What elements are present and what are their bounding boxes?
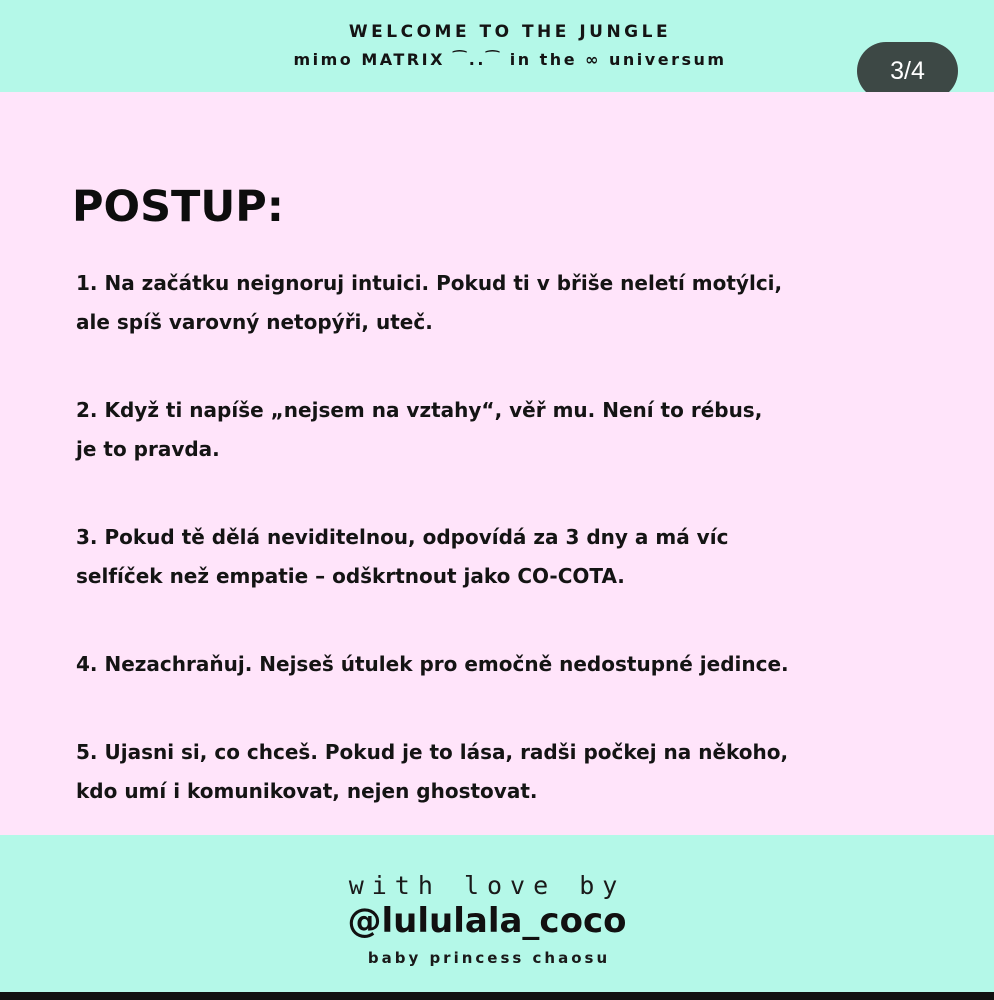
- step-4: [76, 645, 956, 684]
- bottom-edge-bar: [0, 992, 994, 1000]
- step-3-line-2: selfíček než empatie – odškrtnout jako CO-COTA.: [76, 564, 625, 588]
- page-indicator-badge: 3/4: [857, 42, 958, 100]
- step-1-line-2: ale spíš varovný netopýři, uteč.: [76, 310, 433, 334]
- step-5: [76, 733, 956, 811]
- step-2: [76, 391, 956, 469]
- step-2-line-1: 2. Když ti napíše „nejsem na vztahy“, věř mu. Není to rébus,: [76, 398, 763, 422]
- step-5-line-1: 5. Ujasni si, co chceš. Pokud je to lása, radši počkej na někoho,: [76, 740, 789, 764]
- step-2-line-2: je to pravda.: [76, 437, 220, 461]
- author-handle[interactable]: @lululala_coco: [347, 901, 627, 941]
- content-panel: [0, 92, 994, 835]
- header-subtitle: mimo MATRIX ⁀..⁀ in the ∞ universum: [293, 50, 727, 69]
- step-5-line-2: kdo umí i komunikovat, nejen ghostovat.: [76, 779, 538, 803]
- step-1-line-1: 1. Na začátku neignoruj intuici. Pokud ti v břiše neletí motýlci,: [76, 271, 783, 295]
- header-banner: [0, 0, 994, 92]
- footer-banner: [0, 835, 994, 992]
- step-3-line-1: 3. Pokud tě dělá neviditelnou, odpovídá za 3 dny a má víc: [76, 525, 729, 549]
- step-4-line-1: 4. Nezachraňuj. Nejseš útulek pro emočně nedostupné jedince.: [76, 652, 789, 676]
- header-title: WELCOME TO THE JUNGLE: [348, 22, 672, 42]
- page-title: POSTUP:: [72, 182, 284, 232]
- author-tagline: baby princess chaosu: [367, 949, 611, 967]
- step-1: [76, 264, 956, 342]
- step-3: [76, 518, 956, 596]
- steps-list: [76, 264, 956, 860]
- with-love-text: with love by: [348, 871, 626, 900]
